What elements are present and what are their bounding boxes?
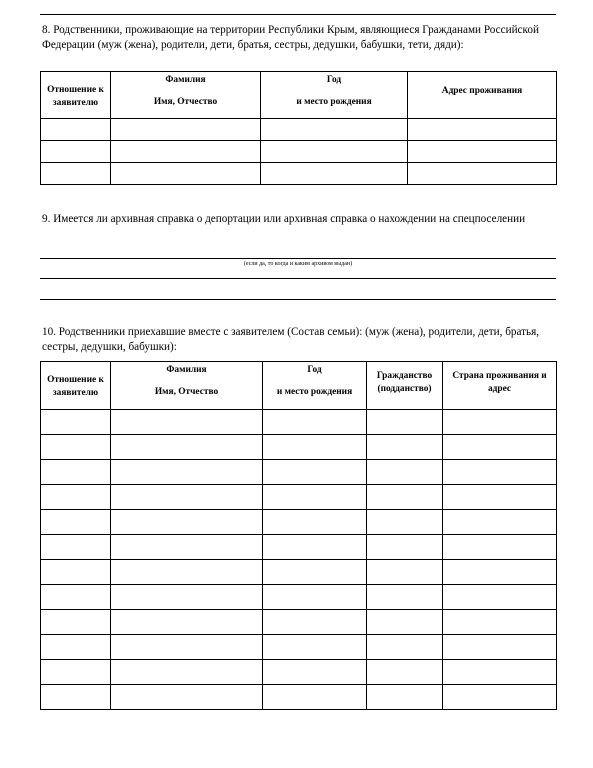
answer-line-3[interactable]: [40, 299, 556, 300]
empty-cell[interactable]: [408, 141, 557, 163]
empty-cell[interactable]: [443, 535, 557, 560]
empty-cell[interactable]: [41, 610, 111, 635]
col-birthplace-label: и место рождения: [296, 97, 372, 107]
relatives-crimea-table: [40, 71, 557, 185]
empty-cell[interactable]: [263, 635, 367, 660]
empty-cell[interactable]: [261, 119, 408, 141]
empty-cell[interactable]: [111, 660, 263, 685]
empty-cell[interactable]: [41, 560, 111, 585]
empty-cell[interactable]: [111, 585, 263, 610]
table-row: [41, 119, 557, 141]
table-row: [41, 535, 557, 560]
empty-cell[interactable]: [41, 141, 111, 163]
table-row: [41, 141, 557, 163]
archive-note: (если да, то когда и каким архивом выдан): [243, 261, 353, 267]
section-9-heading: 9. Имеется ли архивная справка о депортации или архивная справка о нахождении на спецпоселении: [42, 213, 526, 225]
empty-cell[interactable]: [41, 585, 111, 610]
col-surname-label: Фамилия: [166, 365, 207, 375]
col-country-header: Страна проживания и адрес: [443, 362, 557, 410]
empty-cell[interactable]: [111, 510, 263, 535]
empty-cell[interactable]: [111, 560, 263, 585]
empty-cell[interactable]: [111, 485, 263, 510]
empty-cell[interactable]: [263, 435, 367, 460]
empty-cell[interactable]: [261, 163, 408, 185]
family-members-table: [40, 361, 557, 710]
empty-cell[interactable]: [263, 585, 367, 610]
empty-cell[interactable]: [367, 485, 443, 510]
empty-cell[interactable]: [111, 119, 261, 141]
empty-cell[interactable]: [111, 635, 263, 660]
empty-cell[interactable]: [367, 585, 443, 610]
table-row: [41, 560, 557, 585]
empty-cell[interactable]: [41, 510, 111, 535]
empty-cell[interactable]: [263, 660, 367, 685]
empty-cell[interactable]: [41, 635, 111, 660]
empty-cell[interactable]: [367, 460, 443, 485]
table-row: [41, 660, 557, 685]
top-rule: [40, 14, 556, 15]
empty-cell[interactable]: [263, 610, 367, 635]
empty-cell[interactable]: [367, 560, 443, 585]
empty-cell[interactable]: [261, 141, 408, 163]
col-year-label: Год: [326, 75, 342, 85]
empty-cell[interactable]: [443, 610, 557, 635]
empty-cell[interactable]: [111, 685, 263, 710]
empty-cell[interactable]: [41, 163, 111, 185]
section-10-heading: 10. Родственники приехавшие вместе с заявителем (Состав семьи): (муж (жена), родители, дети, братья, сестры, дедушки, бабушки):: [42, 326, 540, 353]
empty-cell[interactable]: [443, 460, 557, 485]
table-row: [41, 163, 557, 185]
table-row: [41, 460, 557, 485]
empty-cell[interactable]: [263, 485, 367, 510]
empty-cell[interactable]: [41, 460, 111, 485]
empty-cell[interactable]: [367, 410, 443, 435]
table-header-row: [41, 72, 557, 119]
col-year-header: [263, 362, 367, 410]
empty-cell[interactable]: [367, 535, 443, 560]
table-row: [41, 410, 557, 435]
answer-line-2[interactable]: [40, 278, 556, 279]
empty-cell[interactable]: [367, 610, 443, 635]
col-name-header: [111, 362, 263, 410]
empty-cell[interactable]: [443, 485, 557, 510]
table-row: [41, 685, 557, 710]
empty-cell[interactable]: [41, 685, 111, 710]
col-citizenship-header: Гражданство (подданство): [367, 362, 443, 410]
table-row: [41, 635, 557, 660]
empty-cell[interactable]: [111, 141, 261, 163]
empty-cell[interactable]: [111, 460, 263, 485]
empty-cell[interactable]: [443, 410, 557, 435]
empty-cell[interactable]: [111, 535, 263, 560]
col-birthplace-label: и место рождения: [276, 387, 353, 397]
empty-cell[interactable]: [408, 163, 557, 185]
table-row: [41, 610, 557, 635]
table-row: [41, 510, 557, 535]
empty-cell[interactable]: [367, 685, 443, 710]
col-name-header: [111, 72, 261, 119]
empty-cell[interactable]: [367, 435, 443, 460]
empty-cell[interactable]: [41, 485, 111, 510]
col-year-header: [261, 72, 408, 119]
empty-cell[interactable]: [41, 660, 111, 685]
col-relation-header: Отношение к заявителю: [41, 72, 111, 119]
col-surname-label: Фамилия: [165, 75, 206, 85]
empty-cell[interactable]: [367, 510, 443, 535]
col-relation-header: Отношение к заявителю: [41, 362, 111, 410]
empty-cell[interactable]: [111, 435, 263, 460]
empty-cell[interactable]: [443, 510, 557, 535]
table-row: [41, 585, 557, 610]
empty-cell[interactable]: [41, 119, 111, 141]
empty-cell[interactable]: [263, 460, 367, 485]
table-row: [41, 435, 557, 460]
empty-cell[interactable]: [443, 685, 557, 710]
empty-cell[interactable]: [443, 660, 557, 685]
empty-cell[interactable]: [408, 119, 557, 141]
col-year-label: Год: [307, 365, 322, 375]
empty-cell[interactable]: [111, 163, 261, 185]
empty-cell[interactable]: [263, 560, 367, 585]
empty-cell[interactable]: [443, 435, 557, 460]
col-given-name-label: Имя, Отчество: [154, 387, 219, 397]
empty-cell[interactable]: [111, 410, 263, 435]
empty-cell[interactable]: [367, 635, 443, 660]
empty-cell[interactable]: [263, 410, 367, 435]
empty-cell[interactable]: [443, 585, 557, 610]
empty-cell[interactable]: [41, 410, 111, 435]
empty-cell[interactable]: [443, 560, 557, 585]
section-8-heading: 8. Родственники, проживающие на территории Республики Крым, являющиеся Гражданами Российской Федерации (муж (жена), родители, дети, братья, сестры, дедушки, бабушки, тети, дяди):: [42, 24, 539, 51]
table-row: [41, 485, 557, 510]
empty-cell[interactable]: [263, 535, 367, 560]
col-given-name-label: Имя, Отчество: [153, 97, 218, 107]
table-header-row: [41, 362, 557, 410]
empty-cell[interactable]: [263, 685, 367, 710]
empty-cell[interactable]: [111, 610, 263, 635]
empty-cell[interactable]: [263, 510, 367, 535]
empty-cell[interactable]: [443, 635, 557, 660]
col-address-header: Адрес проживания: [408, 72, 557, 119]
answer-line-1[interactable]: [40, 258, 556, 259]
empty-cell[interactable]: [41, 535, 111, 560]
empty-cell[interactable]: [367, 660, 443, 685]
empty-cell[interactable]: [41, 435, 111, 460]
